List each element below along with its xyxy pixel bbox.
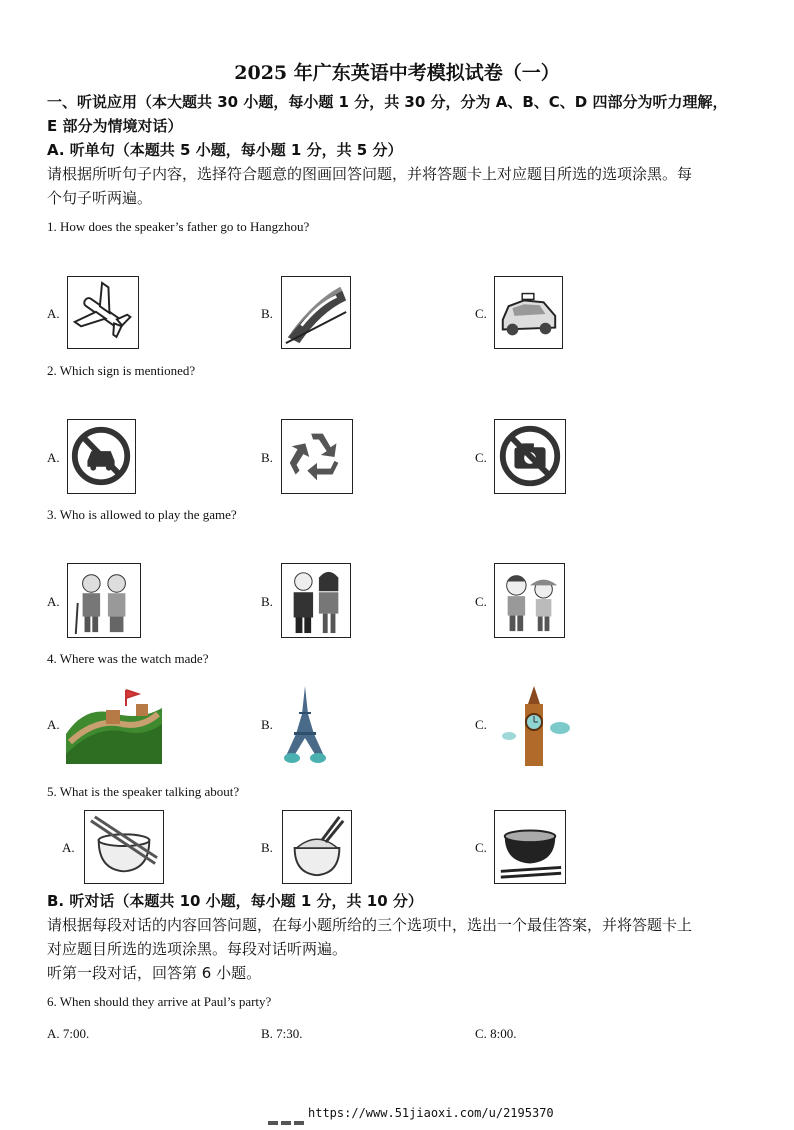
- elderly-couple-icon: [67, 563, 141, 638]
- rice-bowl-icon: [282, 810, 352, 884]
- taxi-icon: [494, 276, 563, 349]
- dialogue-intro: 听第一段对话，回答第 6 小题。: [47, 964, 262, 982]
- big-ben-icon: [500, 684, 574, 768]
- footer-url: https://www.51jiaoxi.com/u/2195370: [308, 1106, 554, 1120]
- eiffel-tower-icon: [282, 684, 328, 766]
- q2-option-c-label: C.: [475, 450, 487, 465]
- sectionA-instruction-line2: 个句子听两遍。: [47, 189, 153, 207]
- sectionA-heading: A. 听单句（本题共 5 小题，每小题 1 分，共 5 分）: [47, 141, 403, 159]
- watermark-logo-icon: [268, 1111, 304, 1117]
- q1-option-b-label: B.: [261, 306, 273, 321]
- question-4-text: 4. Where was the watch made?: [47, 651, 209, 666]
- q1-option-c-label: C.: [475, 306, 487, 321]
- empty-bowl-icon: [84, 810, 164, 884]
- q3-option-b-label: B.: [261, 594, 273, 609]
- no-parking-icon: [67, 419, 136, 494]
- question-1-text: 1. How does the speaker’s father go to Hangzhou?: [47, 219, 310, 234]
- sectionB-instruction-line2: 对应题目所选的选项涂黑。每段对话听两遍。: [47, 940, 348, 958]
- airplane-icon: [67, 276, 139, 349]
- q4-option-c-label: C.: [475, 717, 487, 732]
- no-camera-icon: [494, 419, 566, 494]
- question-3-text: 3. Who is allowed to play the game?: [47, 507, 237, 522]
- q4-option-a-label: A.: [47, 717, 60, 732]
- train-icon: [281, 276, 351, 349]
- q4-option-b-label: B.: [261, 717, 273, 732]
- q5-option-a-label: A.: [62, 840, 75, 855]
- q5-option-c-label: C.: [475, 840, 487, 855]
- q2-option-b-label: B.: [261, 450, 273, 465]
- page-title: 2025 年广东英语中考模拟试卷（一）: [234, 62, 560, 84]
- q3-option-a-label: A.: [47, 594, 60, 609]
- q6-option-b: B. 7:30.: [261, 1026, 303, 1041]
- q3-option-c-label: C.: [475, 594, 487, 609]
- q6-option-a: A. 7:00.: [47, 1026, 90, 1041]
- children-icon: [494, 563, 565, 638]
- sectionB-heading: B. 听对话（本题共 10 小题，每小题 1 分，共 10 分）: [47, 892, 423, 910]
- sectionB-instruction-line1: 请根据每段对话的内容回答问题，在每小题所给的三个选项中，选出一个最佳答案，并将答题卡上: [47, 916, 693, 934]
- part1-heading-line1: 一、听说应用（本大题共 30 小题，每小题 1 分，共 30 分，分为 A、B、C、D 四部分为听力理解，: [47, 93, 728, 111]
- q6-option-c: C. 8:00.: [475, 1026, 517, 1041]
- noodle-bowl-icon: [494, 810, 566, 884]
- sectionA-instruction-line1: 请根据所听句子内容，选择符合题意的图画回答问题，并将答题卡上对应题目所选的选项涂黑。每: [47, 165, 693, 183]
- great-wall-icon: [66, 684, 162, 764]
- question-2-text: 2. Which sign is mentioned?: [47, 363, 196, 378]
- recycle-icon: [281, 419, 353, 494]
- part1-heading-line2: E 部分为情境对话）: [47, 117, 183, 135]
- q2-option-a-label: A.: [47, 450, 60, 465]
- adult-couple-icon: [281, 563, 351, 638]
- question-5-text: 5. What is the speaker talking about?: [47, 784, 240, 799]
- q5-option-b-label: B.: [261, 840, 273, 855]
- question-6-text: 6. When should they arrive at Paul’s party?: [47, 994, 272, 1009]
- q1-option-a-label: A.: [47, 306, 60, 321]
